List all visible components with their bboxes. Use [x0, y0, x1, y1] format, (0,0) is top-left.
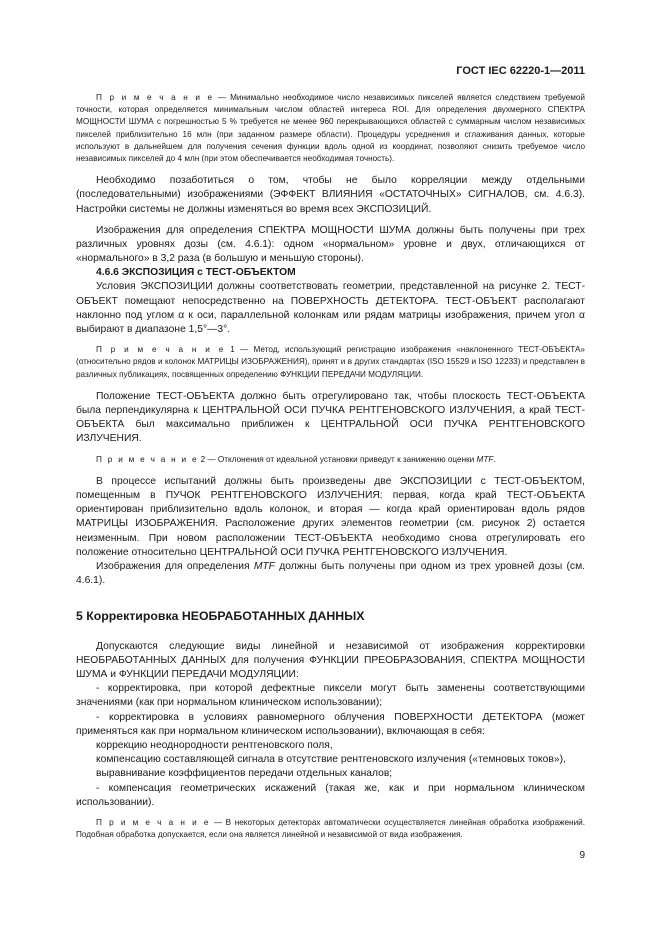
note-label: П р и м е ч а н и е — [96, 345, 226, 355]
note-text: 2 — Отклонения от идеальной установки приведут к занижению оценки — [198, 454, 477, 464]
paragraph-two-exposures: В процессе испытаний должны быть произведены две ЭКСПОЗИЦИИ с ТЕСТ-ОБЪЕКТОМ, помещенным в ПУЧОК РЕНТГЕНОВСКОГО ИЗЛУЧЕНИЯ: первая, когда край ТЕСТ-ОБЪЕКТА ориентирован приблизительно вдоль колонок, и вторая — когда край ориентирован вдоль рядов МАТРИЦЫ ИЗОБРАЖЕНИЯ. Расположение других элементов геометрии (см. рисунок 2) остается неизменным. При новом расположении ТЕСТ-ОБЪЕКТА необходимо снова отрегулировать его положение относительно ЦЕНТРАЛЬНОЙ ОСИ ПУЧКА РЕНТГЕНОВСКОГО ИЗЛУЧЕНИЯ. — [76, 475, 585, 558]
document-header: ГОСТ IEC 62220-1—2011 — [456, 65, 585, 77]
list-item-geometric-distortion: - компенсация геометрических искажений (такая же, как и при нормальном клиническом использовании). — [76, 782, 585, 808]
note-text: — Минимально необходимое число независимых пикселей является следствием требуемой точности, которая определяется минимальным числом областей интереса ROI. Для определения двухмерного СПЕКТРА МОЩНОСТИ ШУМА с погрешностью 5 % требуется не менее 960 перекрывающихся областей с суммарным числом независимых пикселей приблизительно 16 млн (при заданном размере области). Процедуры усреднения и сглаживания данных, которые используют в дальнейшем для получения сечения функции вдоль одной из координат, позволяют снизить требуемое число независимых пикселей до 4 млн (при этом обеспечивается необходимая точность). — [76, 93, 585, 164]
note-label: П р и м е ч а н и е — [96, 93, 214, 102]
list-item-uniform-exposure: - корректировка в условиях равномерного облучения ПОВЕРХНОСТИ ДЕТЕКТОРА (может применяться как при нормальном клиническом использовании), включающая в себя: — [76, 711, 585, 737]
content-column — [76, 92, 585, 850]
paragraph-dose-levels: Изображения для определения СПЕКТРА МОЩНОСТИ ШУМА должны быть получены при трех различных уровнях дозы (см. 4.6.1): одном «нормальном» уровне и двух, отличающихся от «нормального» в 3,2 раза (в большую и меньшую стороны). — [76, 224, 585, 265]
note-1 — [76, 92, 585, 165]
mtf-term: MTF — [476, 454, 494, 464]
list-subitem-dark-current: компенсацию составляющей сигнала в отсутствие рентгеновского излучения («темновых токов»), — [96, 754, 566, 766]
paragraph-test-object-position: Положение ТЕСТ-ОБЪЕКТА должно быть отрегулировано так, чтобы плоскость ТЕСТ-ОБЪЕКТА была перпендикулярна к ЦЕНТРАЛЬНОЙ ОСИ ПУЧКА РЕНТГЕНОВСКОГО ИЗЛУЧЕНИЯ, а край ТЕСТ-ОБЪЕКТА был максимально приближен к ЦЕНТРАЛЬНОЙ ОСИ ПУЧКА РЕНТГЕНОВСКОГО ИЗЛУЧЕНИЯ. — [76, 390, 585, 445]
section-heading-5: 5 Корректировка НЕОБРАБОТАННЫХ ДАННЫХ — [76, 608, 365, 623]
paragraph-corrections-intro: Допускаются следующие виды линейной и независимой от изображения корректировки НЕОБРАБОТАННЫХ ДАННЫХ для получения ФУНКЦИИ ПРЕОБРАЗОВАНИЯ, СПЕКТРА МОЩНОСТИ ШУМА и ФУНКЦИИ ПЕРЕДАЧИ МОДУЛЯЦИИ: — [76, 640, 585, 680]
paragraph-correlation: Необходимо позаботиться о том, чтобы не было корреляции между отдельными (последовательными) изображениями (ЭФФЕКТ ВЛИЯНИЯ «ОСТАТОЧНЫХ» СИГНАЛОВ, см. 4.6.3). Настройки системы не должны изменяться во время всех ЭКСПОЗИЦИЙ. — [76, 175, 585, 215]
section-heading-4-6-6: 4.6.6 ЭКСПОЗИЦИЯ с ТЕСТ-ОБЪЕКТОМ — [96, 267, 296, 279]
note-2 — [76, 344, 585, 381]
note-text: — В некоторых детекторах автоматически осуществляется линейная обработка изображений. Подобная обработка допускается, если она является линейной и независимой от вида изображения. — [76, 817, 585, 840]
list-item-defective-pixels: - корректировка, при которой дефектные пиксели могут быть заменены соответствующими значениями (как при нормальном клиническом использовании); — [76, 683, 585, 709]
paragraph-exposure-geometry: Условия ЭКСПОЗИЦИИ должны соответствовать геометрии, представленной на рисунке 2. ТЕСТ-ОБЪЕКТ помещают непосредственно на ПОВЕРХНОСТЬ ДЕТЕКТОРА. ТЕСТ-ОБЪЕКТ располагают наклонно под углом α к оси, параллельной колонкам или рядам матрицы изображения, причем угол α выбирают в диапазоне 1,5°—3°. — [76, 281, 585, 336]
note-text: 1 — Метод, использующий регистрацию изображения «наклоненного ТЕСТ-ОБЪЕКТА» (относительно рядов и колонок МАТРИЦЫ ИЗОБРАЖЕНИЯ), принят и в других стандартах (ISO 15529 и ISO 12233) и представлен в различных публикациях, посвященных определению ФУНКЦИИ ПЕРЕДАЧИ МОДУЛЯЦИИ. — [76, 345, 585, 379]
paragraph-mtf-images: Изображения для определения MTF должны быть получены при одном из трех уровней дозы (см. 4.6.1). — [76, 561, 586, 587]
note-label: П р и м е ч а н и е — [96, 817, 211, 827]
list-subitem-field-nonuniformity: коррекцию неоднородности рентгеновского поля, — [96, 739, 333, 751]
note-label: П р и м е ч а н и е — [96, 454, 199, 464]
mtf-term: MTF — [253, 561, 275, 573]
note-3: П р и м е ч а н и е 2 — Отклонения от идеальной установки приведут к занижению оценки MTF. — [96, 454, 496, 464]
note-4 — [76, 817, 585, 841]
list-subitem-gain-equalization: выравнивание коэффициентов передачи отдельных каналов; — [96, 768, 393, 780]
page-number: 9 — [579, 850, 585, 861]
